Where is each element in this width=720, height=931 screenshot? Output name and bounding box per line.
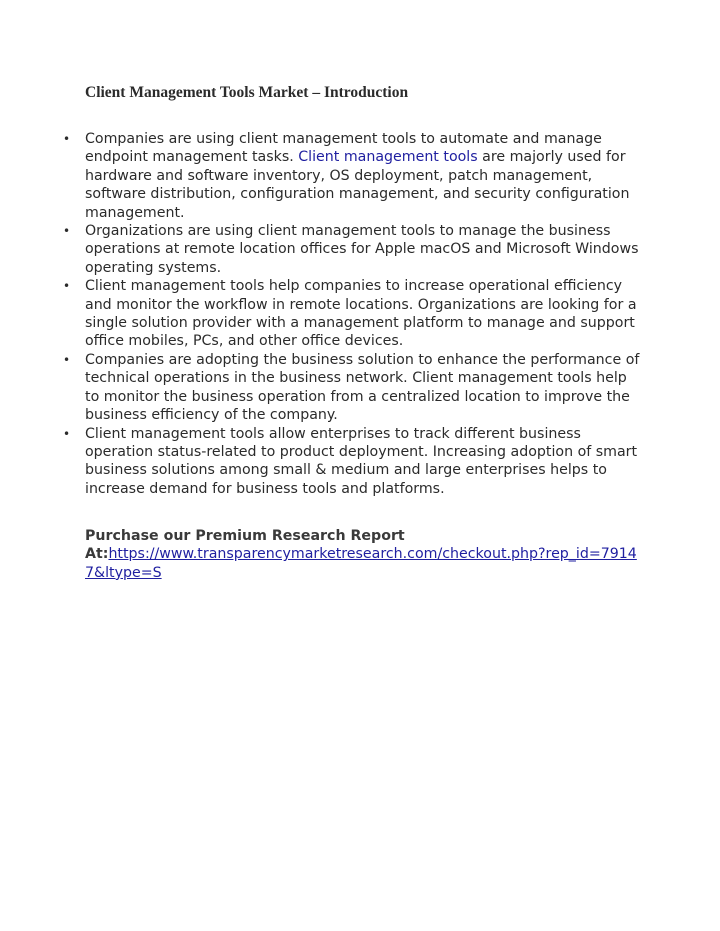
- purchase-report-link[interactable]: https://www.transparencymarketresearch.com/checkout.php?rep_id=79147&ltype=S: [85, 546, 637, 581]
- document-title: Client Management Tools Market – Introduction: [85, 84, 409, 101]
- bullet-text: Client management tools help companies to increase operational efficiency and monitor the workflow in remote locations. Organizations are looking for a single solution provider with a management platform to manage and support office mobiles, PCs, and other office devices.: [85, 278, 637, 350]
- list-item: [63, 351, 645, 425]
- bullet-icon: •: [63, 352, 71, 367]
- bullet-text-end: are majorly used for hardware and software inventory, OS deployment, patch management, software distribution, configuration management, and security configuration management.: [85, 149, 630, 221]
- list-item: [63, 425, 645, 499]
- purchase-prefix: At:: [85, 546, 109, 563]
- bullet-text: Client management tools allow enterprises to track different business operation status-related to product deployment. Increasing adoption of smart business solutions among small & medium and large enterprises helps to increase demand for business tools and platforms.: [85, 425, 638, 497]
- bullet-icon: •: [63, 224, 71, 239]
- bullet-text: Companies are adopting the business solution to enhance the performance of technical operations in the business network. Client management tools help to monitor the business operation from a centralized location to improve the business efficiency of the company.: [85, 351, 640, 424]
- bullet-icon: •: [63, 426, 71, 441]
- bullet-icon: •: [63, 132, 71, 146]
- list-item: [63, 222, 645, 277]
- purchase-section: [85, 527, 645, 582]
- purchase-heading: Purchase our Premium Research Report: [85, 528, 405, 544]
- purchase-link-line: [85, 545, 645, 582]
- bullet-list: [63, 130, 645, 498]
- bullet-icon: •: [63, 279, 71, 294]
- bullet-text: Organizations are using client management tools to manage the business operations at remote location offices for Apple macOS and Microsoft Windows operating systems.: [85, 223, 639, 276]
- list-item: [63, 277, 645, 351]
- list-item: [63, 130, 645, 222]
- client-management-tools-link[interactable]: Client management tools: [298, 149, 478, 166]
- bullet-text-start: Companies are using client management tools to automate and manage endpoint management tasks.: [85, 131, 602, 166]
